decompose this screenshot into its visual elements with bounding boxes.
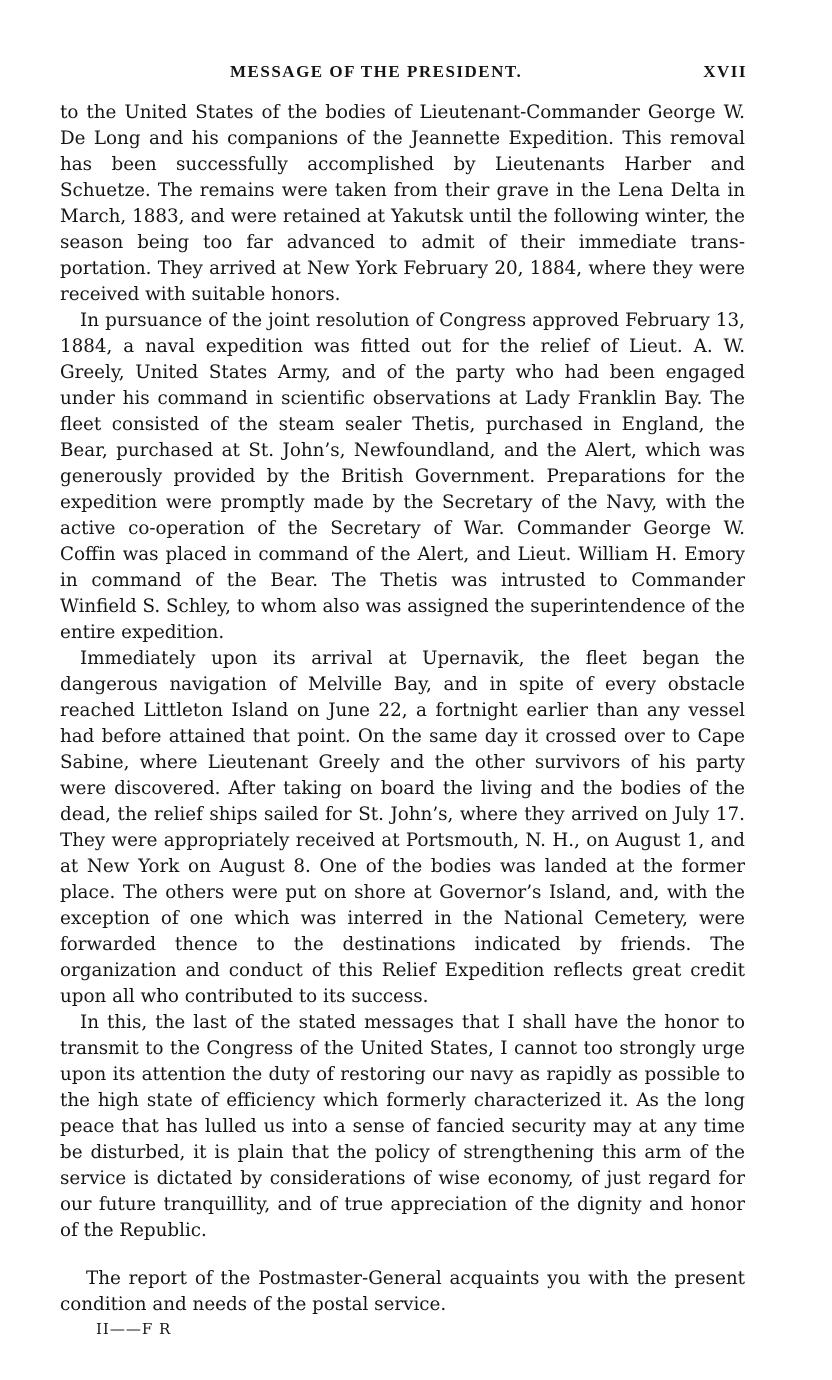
paragraph-postmaster-report: The report of the Postmaster-General acquaints you with the present condition and needs of the postal service. (60, 1268, 745, 1315)
paragraph-upernavik-voyage: Immediately upon its arrival at Upernavik, the fleet began the dangerous navigation of Melville Bay, and in spite of every obstacle reached Littleton Island on June 22, a fortnight earlier than any vessel had before attained that point. On the same day it crossed over to Cape Sabine, where Lieutenant Greely and the other survivors of his party were discovered. After taking on board the living and the bodies of the dead, the relief ships sailed for St. John’s, where they arrived on July 17. They were appropriately received at Portsmouth, N. H., on August 1, and at New York on August 8. One of the bodies was landed at the former place. The others were put on shore at Governor’s Island, and, with the exception of one which was interred in the National Cemetery, were forwarded thence to the destinations indicated by friends. The organization and conduct of this Relief Expedition reflects great credit upon all who contributed to its success. (60, 648, 745, 1007)
paragraph-greely-relief-expedition: In pursuance of the joint resolution of Congress approved February 13, 1884, a naval expedition was fitted out for the relief of Lieut. A. W. Greely, United States Army, and of the party who had been engaged under his command in scientific observations at Lady Franklin Bay. The fleet consisted of the steam sealer Thetis, purchased in England, the Bear, purchased at St. John’s, Newfoundland, and the Alert, which was generously provided by the British Government. Preparations for the expedition were promptly made by the Secretary of the Navy, with the active co-operation of the Secretary of War. Commander George W. Coffin was placed in command of the Alert, and Lieut. William H. Emory in command of the Bear. The Thetis was intrusted to Commander Winfield S. Schley, to whom also was assigned the superintendence of the entire expedition. (60, 310, 745, 643)
signature-mark: II——F R (96, 1320, 172, 1338)
running-head (60, 62, 745, 88)
paragraph-navy-appeal: In this, the last of the stated messages that I shall have the honor to transmit to the Congress of the United States, I cannot too strongly urge upon its attention the duty of restoring our navy as rapidly as possible to the high state of efficiency which formerly characterized it. As the long peace that has lulled us into a sense of fancied security may at any time be disturbed, it is plain that the policy of strengthening this arm of the service is dictated by considerations of wise economy, of just regard for our future tranquillity, and of true appreciation of the dignity and honor of the Republic. (60, 1012, 745, 1241)
paragraph-jeannette-removal: to the United States of the bodies of Lieutenant-Commander George W. De Long and his companions of the Jeannette Expedition. This removal has been successfully accomplished by Lieutenants Harber and Schuetze. The remains were taken from their grave in the Lena Delta in March, 1883, and were retained at Yakutsk until the following winter, the season being too far advanced to admit of their immediate transportation. They arrived at New York February 20, 1884, where they were received with suitable honors. (60, 102, 745, 305)
running-head-title: MESSAGE OF THE PRESIDENT. (230, 62, 523, 81)
document-page (60, 62, 745, 1340)
body-text (60, 100, 745, 1318)
page-number: XVII (703, 62, 747, 81)
